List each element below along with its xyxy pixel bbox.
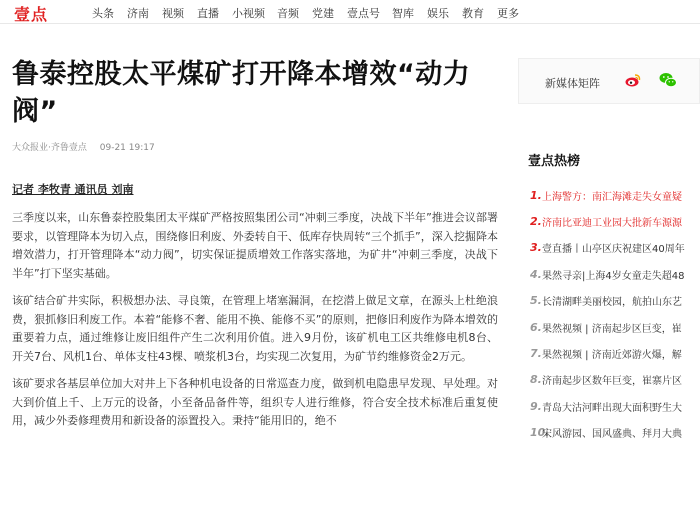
nav-menu <box>92 5 532 21</box>
hot-item-text: 上海警方：南汇海滩走失女童疑 <box>542 191 682 203</box>
hot-item-text: 济南比亚迪工业园大批新车源源 <box>542 218 682 230</box>
hot-item-rank: 5. <box>530 294 542 308</box>
hot-list-title: 壹点热榜 <box>528 154 581 169</box>
media-matrix-box <box>518 58 700 104</box>
nav-item[interactable]: 娱乐 <box>427 7 449 20</box>
sidebar <box>518 58 700 441</box>
media-matrix-label: 新媒体矩阵 <box>545 77 600 90</box>
logo-text: 壹点 <box>14 5 49 24</box>
wechat-icon[interactable] <box>659 72 677 88</box>
hot-list-item[interactable] <box>530 182 700 208</box>
nav-item[interactable]: 智库 <box>392 7 414 20</box>
top-nav <box>0 0 700 24</box>
article-paragraph-3: 该矿要求各基层单位加大对井上下各种机电设备的日常巡查力度，做到机电隐患早发现、早处理。对大到价值上千、上万元的设备，小至备品备件等，组织专人进行维修，符合安全技术标准后重复使用，减少外委修理费用和新设备的添置投入。秉持“能用旧的，绝不 <box>12 377 498 427</box>
hot-list-item[interactable] <box>530 288 700 314</box>
article-author: 记者 李牧青 通讯员 刘南 <box>12 183 134 196</box>
nav-item[interactable]: 音频 <box>277 7 299 20</box>
article-title: 鲁泰控股太平煤矿打开降本增效“动力阀” <box>12 59 471 127</box>
hot-list-item[interactable] <box>530 235 700 261</box>
article-time: 09-21 19:17 <box>99 143 155 153</box>
hot-item-rank: 2. <box>530 215 542 229</box>
hot-item-rank: 1. <box>530 188 542 202</box>
nav-item[interactable]: 更多 <box>497 7 519 20</box>
site-logo[interactable] <box>14 2 48 25</box>
hot-item-rank: 6. <box>530 320 542 334</box>
hot-item-rank: 4. <box>530 267 542 281</box>
hot-list <box>530 182 700 446</box>
article-meta <box>12 140 498 154</box>
hot-item-text: 壹直播丨山亭区庆祝建区40周年 <box>542 244 685 256</box>
hot-item-rank: 9. <box>530 399 542 413</box>
nav-item[interactable]: 壹点号 <box>347 7 380 20</box>
nav-item[interactable]: 济南 <box>127 7 149 20</box>
nav-item[interactable]: 直播 <box>197 7 219 20</box>
hot-list-item[interactable] <box>530 393 700 419</box>
hot-item-text: 果然视频 | 济南近郊游火爆，解 <box>542 350 682 362</box>
hot-list-item[interactable] <box>530 261 700 287</box>
nav-item[interactable]: 小视频 <box>232 7 265 20</box>
hot-item-text: 长清湖畔美丽校园，航拍山东艺 <box>542 297 682 309</box>
hot-item-text: 济南起步区数年巨变，崔寨片区 <box>542 376 682 388</box>
hot-item-text: 宋风游园、国风盛典、拜月大典 <box>542 429 682 441</box>
hot-list-item[interactable] <box>530 208 700 234</box>
hot-item-text: 青岛大沽河畔出现大面积野生大 <box>542 402 682 414</box>
hot-list-item[interactable] <box>530 367 700 393</box>
nav-item[interactable]: 党建 <box>312 7 334 20</box>
hot-list-item[interactable] <box>530 314 700 340</box>
nav-item[interactable]: 教育 <box>462 7 484 20</box>
hot-item-rank: 3. <box>530 241 542 255</box>
hot-item-rank: 8. <box>530 373 542 387</box>
nav-item[interactable]: 视频 <box>162 7 184 20</box>
hot-list-item[interactable] <box>530 420 700 446</box>
nav-item[interactable]: 头条 <box>92 7 114 20</box>
hot-item-text: 果然视频 | 济南起步区巨变，崔 <box>542 323 682 335</box>
hot-item-text: 果然寻亲|上海4岁女童走失超48 <box>542 270 685 282</box>
hot-item-rank: 7. <box>530 347 542 361</box>
weibo-icon[interactable] <box>625 73 641 87</box>
hot-list-item[interactable] <box>530 340 700 366</box>
article-paragraph-1: 三季度以来，山东鲁泰控股集团太平煤矿严格按照集团公司“冲刺三季度，决战下半年”推进会议部署要求，以管理降本为切入点，围绕修旧利废、外委转自干、低库存快周转“三个抓手”，深入挖掘降本增效潜力，打开管理降本“动力阀”，切实保证提质增效工作落实落地，为矿井“冲刺三季度，决战下半年”打下坚实基础。 <box>12 211 498 280</box>
hot-item-rank: 10. <box>530 426 550 440</box>
article-paragraph-2: 该矿结合矿井实际，积极想办法、寻良策，在管理上堵塞漏洞，在挖潜上做足文章，在源头上杜绝浪费，狠抓修旧利废工作。本着“能修不奢、能用不换、能修不买”的原则，把修旧利废作为降本增效的重要着力点，通过维修让废旧组件产生二次利用价值。进入9月份，该矿机电工区共维修电机8台、开关7台、风机1台、单体支柱43棵、喷浆机3台，均实现二次复用，为矿节约维修资金2万元。 <box>12 294 498 363</box>
article <box>12 56 498 431</box>
article-source[interactable]: 大众报业·齐鲁壹点 <box>12 143 87 153</box>
